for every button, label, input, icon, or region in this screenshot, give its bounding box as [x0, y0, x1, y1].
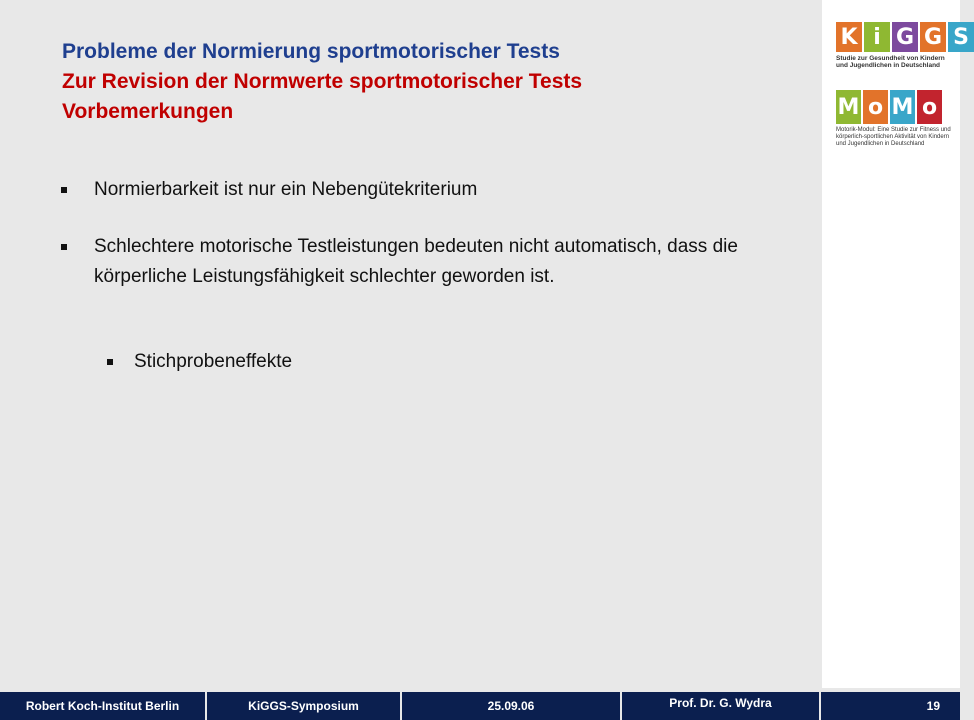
kiggs-letter: G — [892, 22, 918, 52]
momo-letter: M — [836, 90, 861, 124]
title-line-main: Probleme der Normierung sportmotorischer Tests — [62, 40, 560, 63]
kiggs-letter: G — [920, 22, 946, 52]
momo-logo — [836, 90, 954, 148]
footer-institute: Robert Koch-Institut Berlin — [0, 692, 205, 720]
kiggs-letter: K — [836, 22, 862, 52]
bullet-text: Schlechtere motorische Testleistungen bedeuten nicht automatisch, dass die körperliche Leistungsfähigkeit schlechter geworden ist. — [94, 236, 738, 287]
title-line-subtitle: Zur Revision der Normwerte sportmotorischer Tests — [62, 70, 583, 93]
bullet-item — [94, 175, 794, 205]
footer-presenter: Prof. Dr. G. Wydra — [622, 692, 819, 720]
bullet-text: Stichprobeneffekte — [134, 351, 293, 372]
momo-letter: o — [917, 90, 942, 124]
footer-date: 25.09.06 — [402, 692, 620, 720]
kiggs-logo — [836, 22, 974, 69]
sub-bullet-item — [134, 347, 734, 377]
bullet-square-icon — [61, 244, 67, 250]
footer-page-number — [821, 692, 960, 720]
bullet-square-icon — [61, 187, 67, 193]
momo-letter: o — [863, 90, 888, 124]
bullet-text: Normierbarkeit ist nur ein Nebengütekriterium — [94, 179, 478, 200]
page-number-text: 19 — [926, 699, 940, 713]
title-line-section: Vorbemerkungen — [62, 100, 234, 123]
kiggs-letter: i — [864, 22, 890, 52]
bullet-item — [94, 232, 784, 292]
momo-wordmark — [836, 90, 954, 124]
momo-letter: M — [890, 90, 915, 124]
momo-tagline: Motorik-Modul: Eine Studie zur Fitness und körperlich-sportlichen Aktivität von Kindern und Jugendlichen in Deutschland — [836, 127, 951, 147]
kiggs-wordmark — [836, 22, 974, 52]
footer-bar — [0, 688, 960, 720]
slide-title — [62, 37, 802, 127]
kiggs-tagline: Studie zur Gesundheit von Kindern und Jugendlichen in Deutschland — [836, 55, 945, 69]
bullet-square-icon — [107, 359, 113, 365]
kiggs-letter: S — [948, 22, 974, 52]
footer-event: KiGGS-Symposium — [207, 692, 400, 720]
